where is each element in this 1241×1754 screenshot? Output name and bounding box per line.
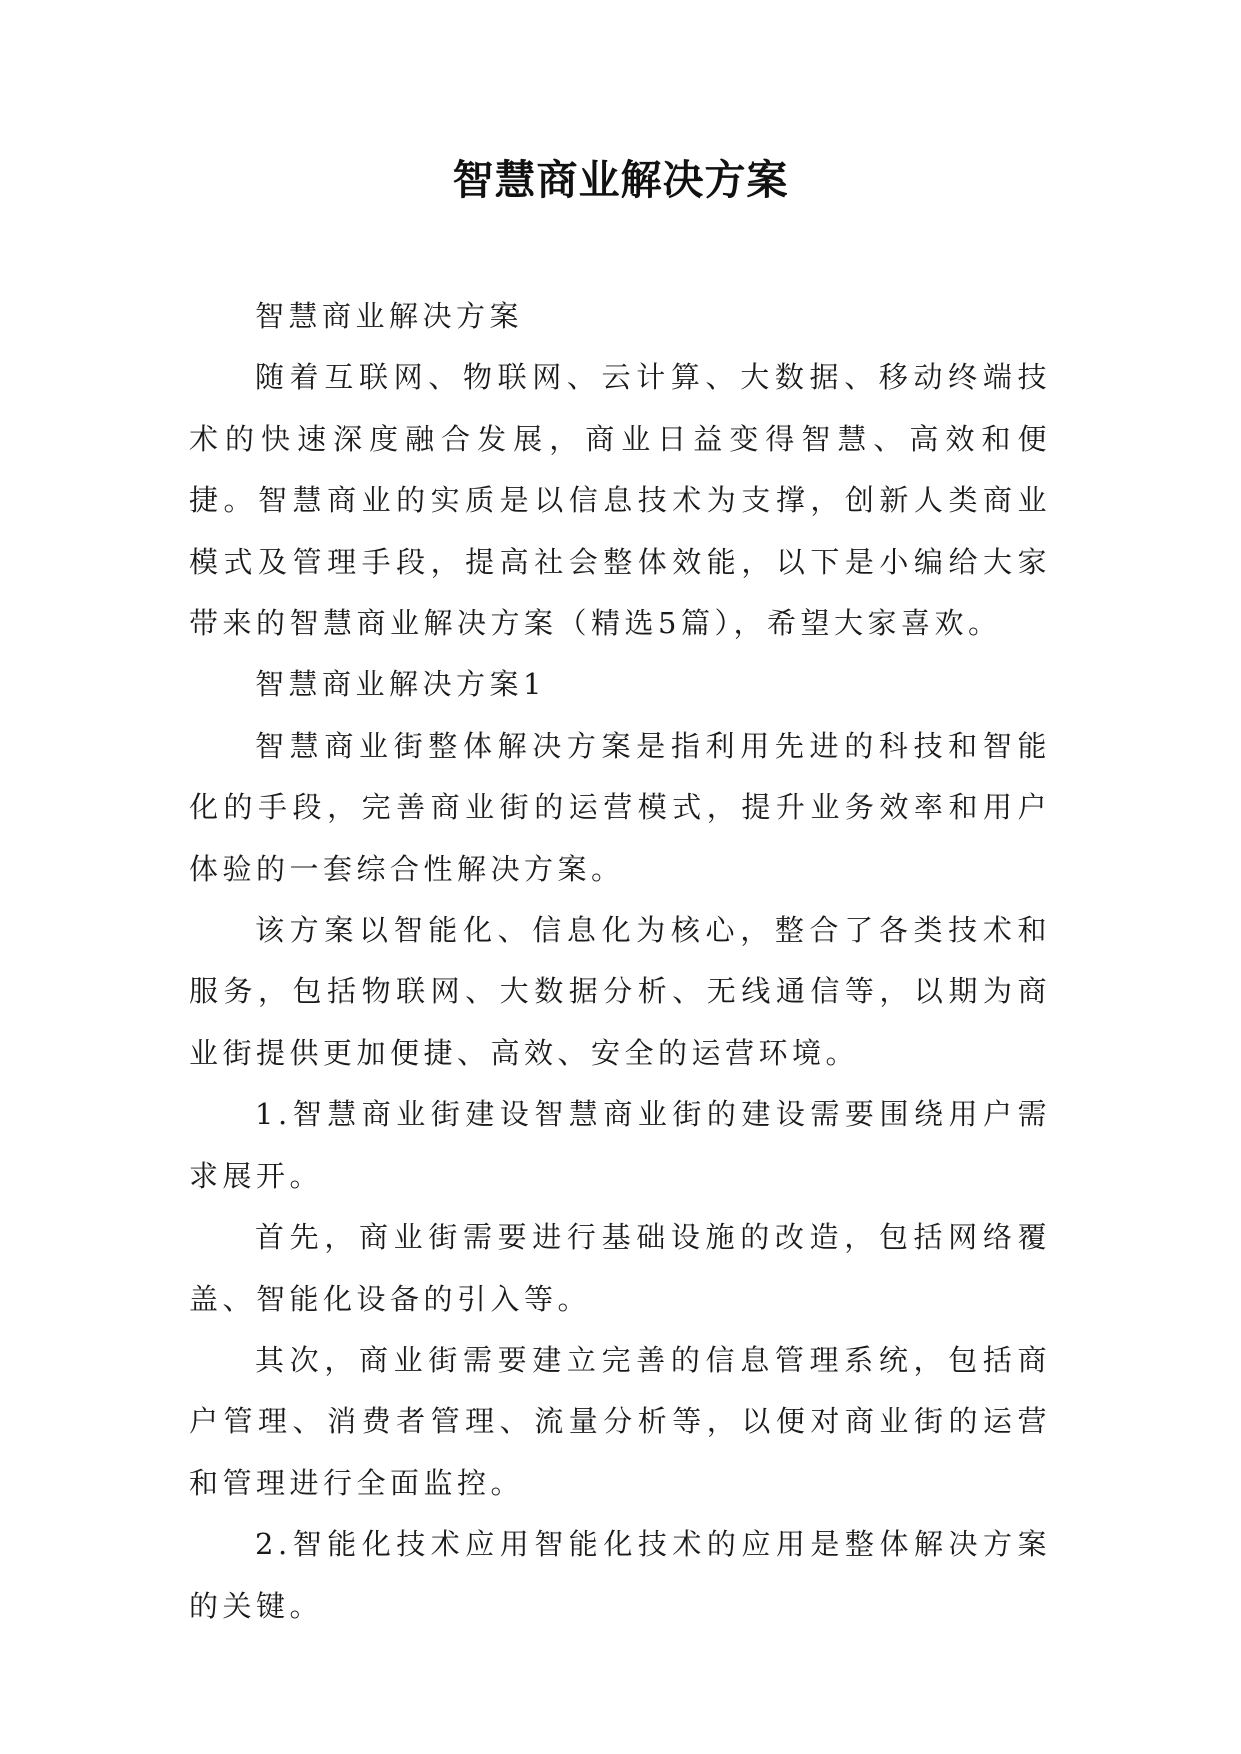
paragraph: 智慧商业解决方案 xyxy=(255,299,524,333)
document-body xyxy=(189,286,1051,1637)
paragraph: 该方案以智能化、信息化为核心，整合了各类技术和服务，包括物联网、大数据分析、无线通信等，以期为商业街提供更加便捷、高效、安全的运营环境。 xyxy=(189,913,1051,1070)
paragraph: 智慧商业街整体解决方案是指利用先进的科技和智能化的手段，完善商业街的运营模式，提升业务效率和用户体验的一套综合性解决方案。 xyxy=(189,728,1051,886)
paragraph: 智慧商业解决方案1 xyxy=(255,667,546,702)
paragraph: 2.智能化技术应用智能化技术的应用是整体解决方案的关键。 xyxy=(189,1527,1051,1623)
document-title: 智慧商业解决方案 xyxy=(452,156,789,204)
paragraph: 首先，商业街需要进行基础设施的改造，包括网络覆盖、智能化设备的引入等。 xyxy=(189,1220,1051,1316)
paragraph: 1.智慧商业街建设智慧商业街的建设需要围绕用户需求展开。 xyxy=(189,1097,1051,1193)
paragraph: 随着互联网、物联网、云计算、大数据、移动终端技术的快速深度融合发展，商业日益变得智慧、高效和便捷。智慧商业的实质是以信息技术为支撑，创新人类商业模式及管理手段，提高社会整体效能，以下是小编给大家带来的智慧商业解决方案（精选5篇），希望大家喜欢。 xyxy=(189,360,1051,641)
paragraph: 其次，商业街需要建立完善的信息管理系统，包括商户管理、消费者管理、流量分析等，以便对商业街的运营和管理进行全面监控。 xyxy=(189,1342,1051,1500)
